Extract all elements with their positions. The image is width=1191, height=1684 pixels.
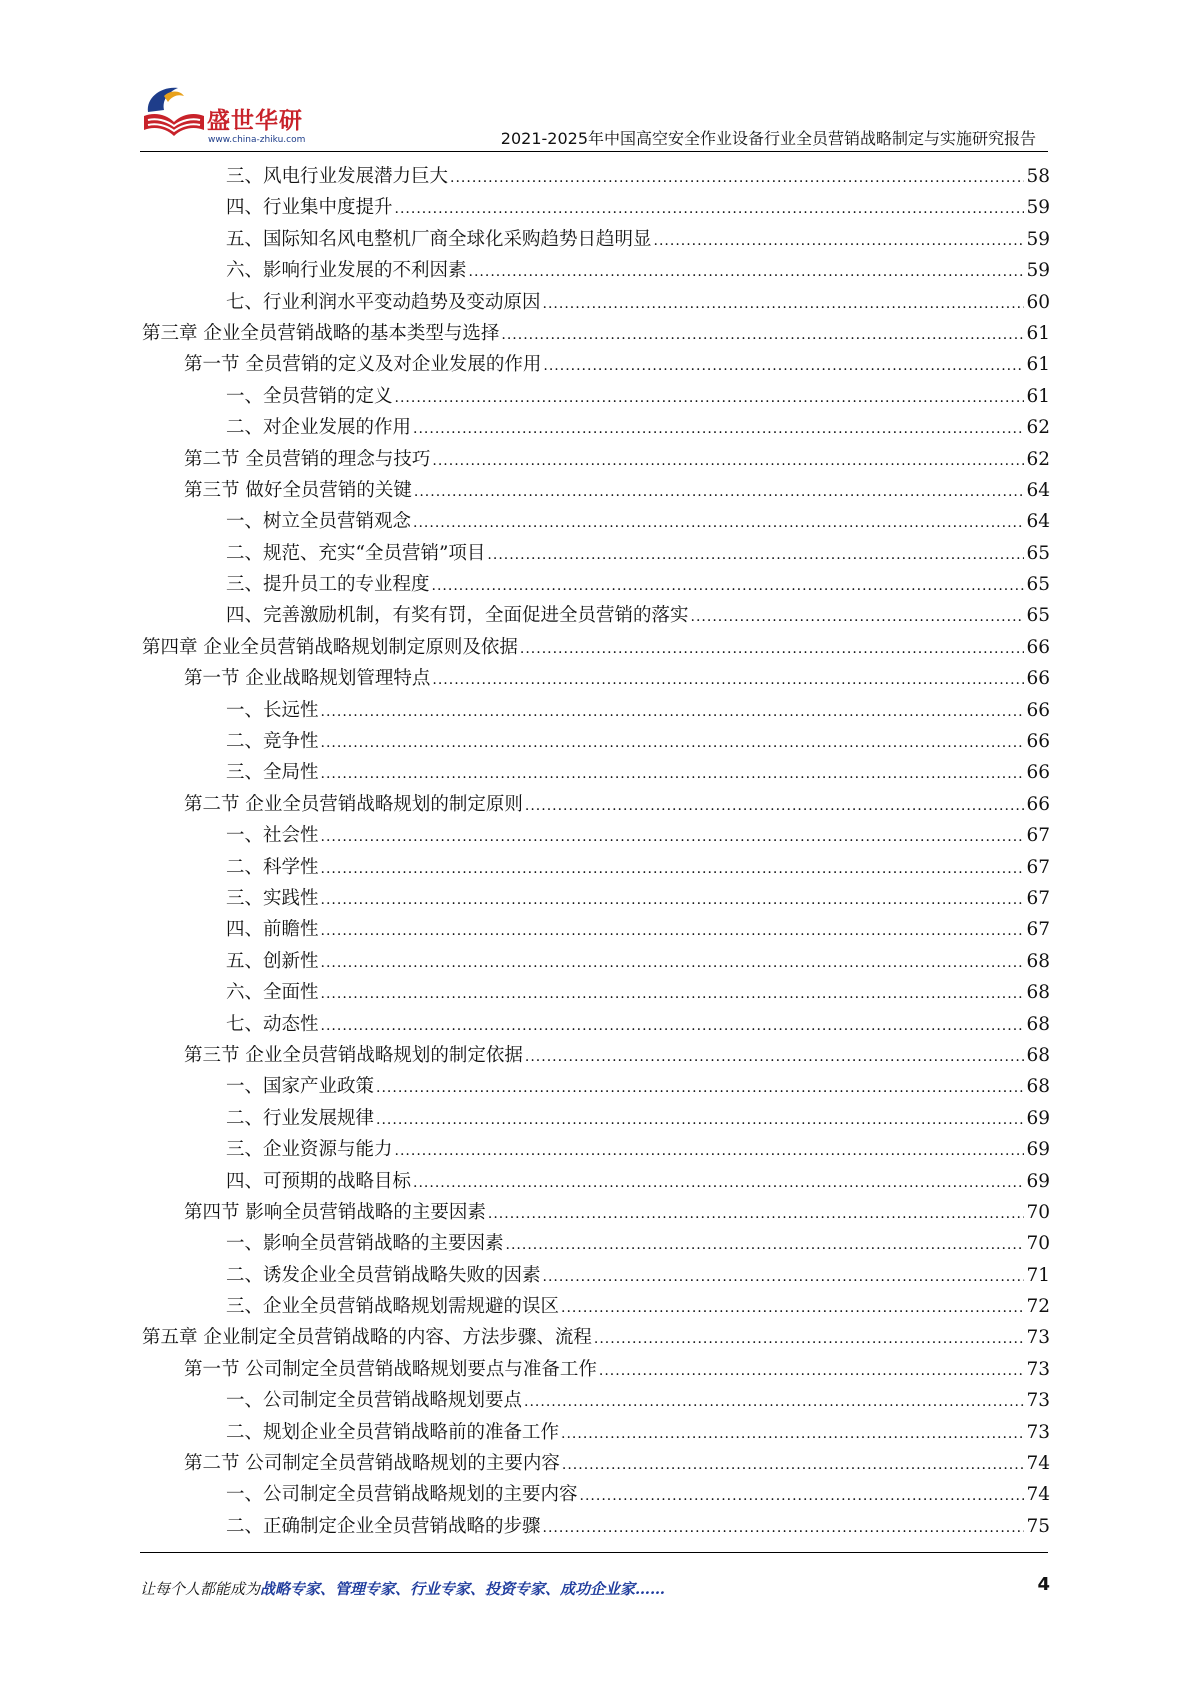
toc-entry-title: 第二节 企业全员营销战略规划的制定原则 [184,793,523,815]
toc-entry[interactable] [142,1512,1050,1543]
toc-entry-title: 第一节 公司制定全员营销战略规划要点与准备工作 [184,1358,597,1380]
toc-entry-page: 72 [1026,1296,1050,1318]
toc-dot-leader [321,892,1025,908]
slogan-accent: 战略专家、管理专家、行业专家、投资专家、成功企业家…… [260,1580,666,1598]
toc-dot-leader [691,609,1025,625]
toc-dot-leader [376,1080,1024,1096]
toc-entry-page: 65 [1026,574,1050,596]
toc-entry-page: 69 [1026,1107,1050,1129]
toc-entry[interactable] [142,1418,1050,1449]
toc-entry-page: 69 [1026,1170,1050,1192]
toc-dot-leader [487,547,1024,563]
toc-entry-page: 68 [1026,1013,1050,1035]
toc-entry-page: 61 [1026,354,1050,376]
toc-entry-page: 58 [1026,166,1050,187]
toc-entry[interactable] [142,1010,1050,1041]
toc-entry[interactable] [142,758,1050,789]
footer-slogan [140,1578,665,1599]
toc-entry-page: 59 [1026,197,1050,219]
toc-entry[interactable] [142,1323,1050,1354]
toc-dot-leader [321,861,1025,877]
toc-entry[interactable] [142,288,1050,319]
toc-dot-leader [543,296,1025,312]
toc-dot-leader [413,1175,1024,1191]
toc-entry[interactable] [142,1355,1050,1386]
toc-entry-title: 第一节 全员营销的定义及对企业发展的作用 [184,354,542,376]
toc-dot-leader [321,1018,1025,1034]
toc-entry[interactable] [142,319,1050,350]
toc-entry[interactable] [142,413,1050,444]
toc-dot-leader [321,735,1025,751]
toc-entry[interactable] [142,790,1050,821]
toc-entry[interactable] [142,382,1050,413]
toc-entry-page: 66 [1026,699,1050,721]
toc-entry-title: 四、完善激励机制，有奖有罚，全面促进全员营销的落实 [226,605,689,627]
toc-entry-title: 二、对企业发展的作用 [226,417,412,439]
toc-entry-title: 二、规划企业全员营销战略前的准备工作 [226,1421,560,1443]
toc-entry-title: 一、社会性 [226,825,319,847]
toc-dot-leader [543,1520,1025,1536]
toc-dot-leader [432,453,1024,469]
toc-entry-title: 七、动态性 [226,1013,319,1035]
toc-entry[interactable] [142,1229,1050,1260]
toc-entry-page: 74 [1026,1484,1050,1506]
toc-entry[interactable] [142,1292,1050,1323]
toc-entry-title: 一、全员营销的定义 [226,385,393,407]
toc-entry-title: 二、行业发展规律 [226,1107,375,1129]
toc-dot-leader [469,264,1025,280]
toc-entry-page: 66 [1026,636,1050,658]
toc-entry-page: 70 [1026,1233,1050,1255]
toc-entry-page: 66 [1026,762,1050,784]
toc-dot-leader [506,1237,1025,1253]
toc-entry[interactable] [142,256,1050,287]
toc-entry-title: 三、风电行业发展潜力巨大 [226,166,449,187]
toc-entry-title: 二、诱发企业全员营销战略失败的因素 [226,1264,541,1286]
toc-entry[interactable] [142,915,1050,946]
toc-entry-page: 68 [1026,1044,1050,1066]
page-number: 4 [1037,1574,1050,1595]
toc-entry[interactable] [142,727,1050,758]
toc-dot-leader [321,829,1025,845]
toc-dot-leader [654,233,1025,249]
header-divider [140,151,1048,152]
toc-entry-title: 四、行业集中度提升 [226,197,393,219]
toc-entry-title: 六、全面性 [226,982,319,1004]
toc-dot-leader [413,515,1024,531]
toc-entry[interactable] [142,601,1050,632]
toc-entry-page: 73 [1026,1358,1050,1380]
toc-entry[interactable] [142,1449,1050,1480]
toc-entry-page: 73 [1026,1421,1050,1443]
toc-entry-page: 75 [1026,1515,1050,1537]
toc-entry-page: 74 [1026,1453,1050,1475]
toc-entry-title: 第二节 公司制定全员营销战略规划的主要内容 [184,1453,560,1475]
toc-entry-page: 62 [1026,417,1050,439]
toc-entry-page: 73 [1026,1390,1050,1412]
toc-dot-leader [599,1363,1025,1379]
toc-entry[interactable] [142,1135,1050,1166]
toc-entry[interactable] [142,947,1050,978]
toc-dot-leader [501,327,1024,343]
toc-entry-title: 第三章 企业全员营销战略的基本类型与选择 [142,322,500,344]
toc-entry[interactable] [142,350,1050,381]
toc-entry[interactable] [142,821,1050,852]
toc-entry-title: 一、影响全员营销战略的主要因素 [226,1233,504,1255]
toc-entry-title: 六、影响行业发展的不利因素 [226,260,467,282]
toc-entry-title: 三、企业资源与能力 [226,1139,393,1161]
toc-entry[interactable] [142,633,1050,664]
toc-dot-leader [321,986,1025,1002]
company-logo [140,82,310,152]
toc-entry-page: 61 [1026,385,1050,407]
toc-dot-leader [321,955,1025,971]
toc-entry[interactable] [142,539,1050,570]
logo-name: 盛世华研 [207,108,303,134]
toc-dot-leader [414,484,1025,500]
toc-entry-title: 二、科学性 [226,856,319,878]
toc-entry-title: 一、公司制定全员营销战略规划的主要内容 [226,1484,578,1506]
toc-entry-title: 一、公司制定全员营销战略规划要点 [226,1390,523,1412]
toc-entry-title: 五、创新性 [226,950,319,972]
toc-entry[interactable] [142,570,1050,601]
toc-entry-title: 第三节 企业全员营销战略规划的制定依据 [184,1044,523,1066]
toc-entry-page: 65 [1026,542,1050,564]
toc-dot-leader [395,201,1025,217]
toc-dot-leader [376,1112,1024,1128]
toc-entry-page: 61 [1026,322,1050,344]
toc-entry-page: 69 [1026,1139,1050,1161]
toc-entry-page: 71 [1026,1264,1050,1286]
toc-entry-title: 第四章 企业全员营销战略规划制定原则及依据 [142,636,518,658]
toc-entry-page: 59 [1026,228,1050,250]
toc-dot-leader [413,421,1024,437]
toc-dot-leader [543,358,1024,374]
toc-entry-title: 第二节 全员营销的理念与技巧 [184,448,431,470]
toc-entry-page: 64 [1026,511,1050,533]
toc-entry[interactable] [142,1104,1050,1135]
toc-entry-page: 62 [1026,448,1050,470]
slogan-prefix: 让每个人都能成为 [140,1580,261,1598]
toc-entry-page: 66 [1026,731,1050,753]
toc-entry[interactable] [142,978,1050,1009]
logo-url: www.china-zhiku.com [208,135,306,145]
table-of-contents [142,162,1050,1543]
toc-dot-leader [450,170,1024,186]
toc-entry-page: 66 [1026,793,1050,815]
toc-dot-leader [520,641,1025,657]
toc-entry-page: 64 [1026,479,1050,501]
toc-entry[interactable] [142,162,1050,193]
report-title: 2021-2025年中国高空安全作业设备行业全员营销战略制定与实施研究报告 [500,129,1036,148]
toc-entry[interactable] [142,1261,1050,1292]
toc-entry[interactable] [142,445,1050,476]
toc-dot-leader [488,1206,1025,1222]
toc-entry-page: 60 [1026,291,1050,313]
toc-entry-page: 67 [1026,919,1050,941]
toc-dot-leader [525,798,1025,814]
toc-entry-page: 70 [1026,1201,1050,1223]
toc-entry-page: 68 [1026,1076,1050,1098]
toc-dot-leader [525,1049,1025,1065]
toc-entry-page: 73 [1026,1327,1050,1349]
toc-entry-title: 第三节 做好全员营销的关键 [184,479,412,501]
toc-entry-page: 66 [1026,668,1050,690]
toc-entry-title: 三、企业全员营销战略规划需规避的误区 [226,1296,560,1318]
toc-dot-leader [594,1331,1025,1347]
toc-entry-page: 68 [1026,982,1050,1004]
toc-dot-leader [432,672,1024,688]
toc-entry[interactable] [142,1072,1050,1103]
toc-entry-title: 第四节 影响全员营销战略的主要因素 [184,1201,486,1223]
toc-entry-page: 67 [1026,856,1050,878]
toc-entry[interactable] [142,853,1050,884]
toc-entry-page: 68 [1026,950,1050,972]
toc-entry-title: 三、全局性 [226,762,319,784]
toc-entry-title: 四、可预期的战略目标 [226,1170,412,1192]
toc-entry-title: 第五章 企业制定全员营销战略的内容、方法步骤、流程 [142,1327,592,1349]
toc-entry[interactable] [142,884,1050,915]
toc-dot-leader [561,1426,1024,1442]
toc-entry-title: 二、竞争性 [226,731,319,753]
toc-entry-page: 59 [1026,260,1050,282]
toc-entry[interactable] [142,1167,1050,1198]
toc-dot-leader [321,766,1025,782]
toc-entry[interactable] [142,507,1050,538]
toc-entry[interactable] [142,1041,1050,1072]
toc-entry[interactable] [142,1386,1050,1417]
toc-entry-title: 七、行业利润水平变动趋势及变动原因 [226,291,541,313]
toc-entry[interactable] [142,696,1050,727]
toc-dot-leader [395,390,1025,406]
toc-entry[interactable] [142,476,1050,507]
toc-entry[interactable] [142,1480,1050,1511]
toc-entry-title: 一、树立全员营销观念 [226,511,412,533]
toc-entry-title: 二、规范、充实“全员营销”项目 [226,542,486,564]
toc-entry[interactable] [142,225,1050,256]
toc-entry-title: 三、提升员工的专业程度 [226,574,430,596]
toc-dot-leader [432,578,1025,594]
toc-entry-title: 二、正确制定企业全员营销战略的步骤 [226,1515,541,1537]
footer-divider [140,1552,1048,1553]
toc-dot-leader [395,1143,1025,1159]
toc-entry-page: 67 [1026,825,1050,847]
toc-entry-title: 五、国际知名风电整机厂商全球化采购趋势日趋明显 [226,228,652,250]
toc-dot-leader [562,1457,1025,1473]
toc-entry-title: 四、前瞻性 [226,919,319,941]
toc-entry-page: 65 [1026,605,1050,627]
toc-entry[interactable] [142,193,1050,224]
logo-book-icon [140,82,210,142]
toc-entry-page: 67 [1026,887,1050,909]
toc-dot-leader [561,1300,1024,1316]
toc-dot-leader [543,1269,1025,1285]
toc-entry[interactable] [142,664,1050,695]
toc-dot-leader [321,704,1025,720]
toc-dot-leader [580,1488,1025,1504]
toc-entry-title: 一、长远性 [226,699,319,721]
toc-entry-title: 第一节 企业战略规划管理特点 [184,668,431,690]
toc-dot-leader [321,923,1025,939]
toc-entry-title: 三、实践性 [226,887,319,909]
toc-entry-title: 一、国家产业政策 [226,1076,375,1098]
toc-entry[interactable] [142,1198,1050,1229]
toc-dot-leader [524,1394,1024,1410]
page-header [0,0,1191,152]
